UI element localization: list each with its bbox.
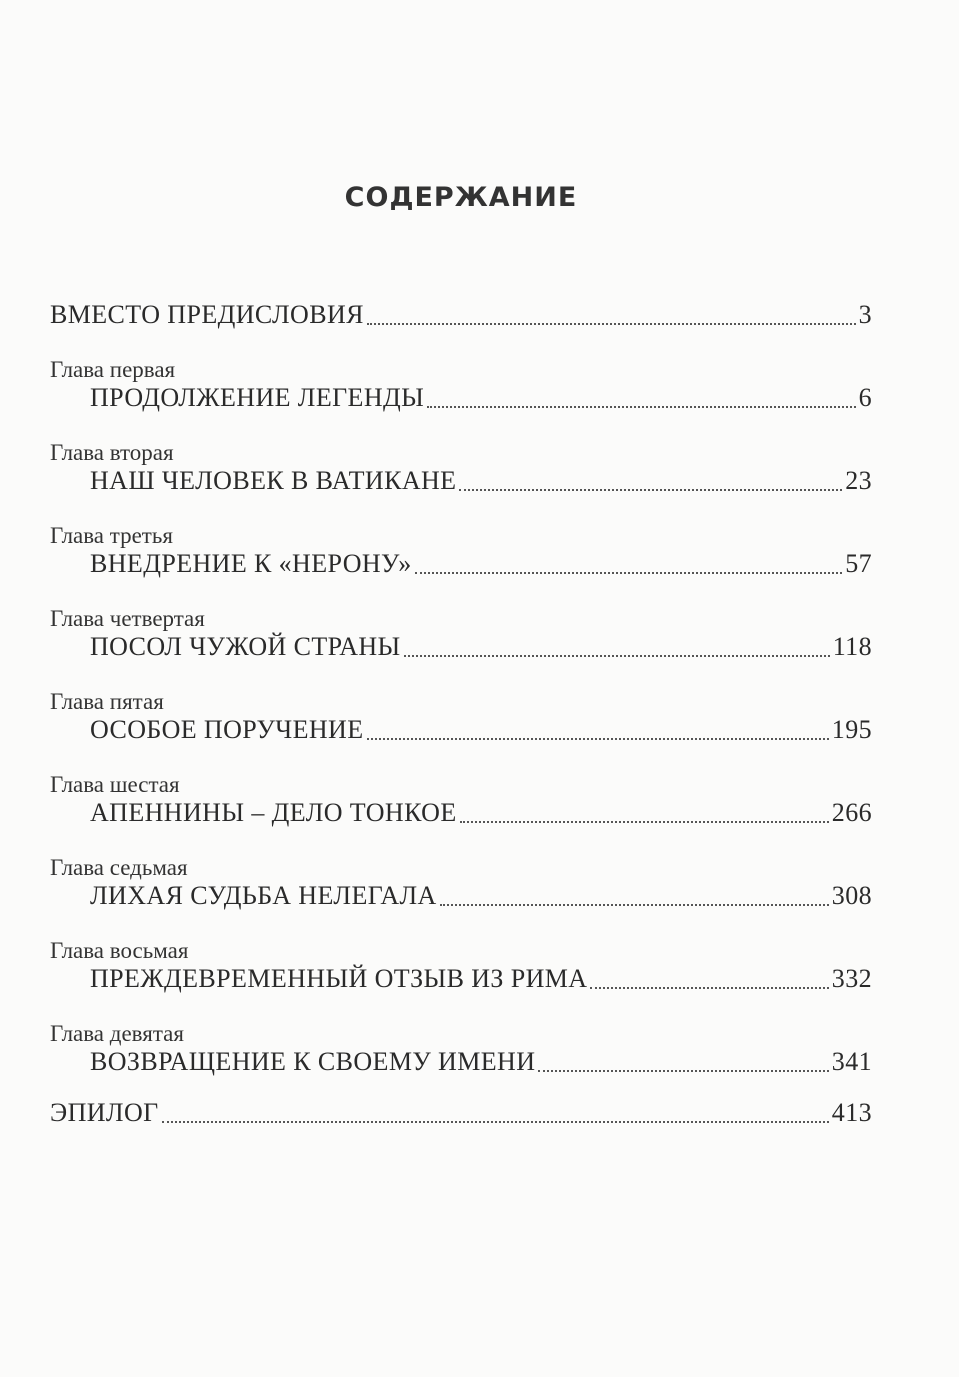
- toc-entry-chapter-2[interactable]: [90, 466, 872, 500]
- toc-entry-foreword[interactable]: [50, 300, 872, 334]
- dot-leader: [440, 904, 829, 906]
- dot-leader: [404, 655, 830, 657]
- dot-leader: [459, 489, 842, 491]
- toc-entry-chapter-4[interactable]: [90, 632, 872, 666]
- dot-leader: [590, 987, 828, 989]
- chapter-label: Глава девятая: [50, 1021, 184, 1046]
- toc-entry-chapter-6[interactable]: [90, 798, 872, 832]
- toc-entry-title: НАШ ЧЕЛОВЕК В ВАТИКАНЕ: [90, 466, 457, 495]
- chapter-label: Глава первая: [50, 357, 176, 382]
- toc-entry-title: ЛИХАЯ СУДЬБА НЕЛЕГАЛА: [90, 881, 437, 910]
- toc-entry-title: ВОЗВРАЩЕНИЕ К СВОЕМУ ИМЕНИ: [90, 1047, 536, 1076]
- toc-entry-page: 413: [831, 1098, 872, 1127]
- dot-leader: [460, 821, 829, 823]
- toc-entry-chapter-3[interactable]: [90, 549, 872, 583]
- chapter-label: Глава четвертая: [50, 606, 205, 631]
- chapter-label: Глава третья: [50, 523, 173, 548]
- toc-entry-page: 23: [845, 466, 872, 495]
- toc-entry-title: ЭПИЛОГ: [50, 1098, 159, 1127]
- page-title: СОДЕРЖАНИЕ: [344, 182, 578, 213]
- chapter-label: Глава восьмая: [50, 938, 189, 963]
- toc-entry-chapter-8[interactable]: [90, 964, 872, 998]
- toc-entry-title: ПРОДОЛЖЕНИЕ ЛЕГЕНДЫ: [90, 383, 425, 412]
- dot-leader: [427, 406, 855, 408]
- toc-entry-title: ОСОБОЕ ПОРУЧЕНИЕ: [90, 715, 364, 744]
- toc-entry-chapter-1[interactable]: [90, 383, 872, 417]
- toc-entry-title: ВМЕСТО ПРЕДИСЛОВИЯ: [50, 300, 364, 329]
- toc-entry-page: 6: [858, 383, 872, 412]
- dot-leader: [415, 572, 843, 574]
- toc-entry-page: 57: [845, 549, 872, 578]
- toc-entry-page: 341: [831, 1047, 872, 1076]
- chapter-label: Глава вторая: [50, 440, 174, 465]
- chapter-label: Глава шестая: [50, 772, 180, 797]
- toc-entry-title: АПЕННИНЫ – ДЕЛО ТОНКОЕ: [90, 798, 457, 827]
- toc-entry-chapter-9[interactable]: [90, 1047, 872, 1081]
- dot-leader: [367, 323, 856, 325]
- toc-entry-page: 332: [831, 964, 872, 993]
- toc-entry-page: 118: [832, 632, 872, 661]
- toc-entry-chapter-7[interactable]: [90, 881, 872, 915]
- toc-entry-page: 308: [831, 881, 872, 910]
- toc-entry-chapter-5[interactable]: [90, 715, 872, 749]
- toc-entry-page: 3: [858, 300, 872, 329]
- dot-leader: [367, 738, 829, 740]
- dot-leader: [162, 1121, 829, 1123]
- toc-entry-page: 266: [831, 798, 872, 827]
- toc-entry-title: ПРЕЖДЕВРЕМЕННЫЙ ОТЗЫВ ИЗ РИМА: [90, 964, 588, 993]
- dot-leader: [538, 1070, 828, 1072]
- toc-entry-title: ПОСОЛ ЧУЖОЙ СТРАНЫ: [90, 632, 401, 661]
- toc-entry-title: ВНЕДРЕНИЕ К «НЕРОНУ»: [90, 549, 412, 578]
- chapter-label: Глава пятая: [50, 689, 164, 714]
- toc-entry-epilogue[interactable]: [50, 1098, 872, 1132]
- chapter-label: Глава седьмая: [50, 855, 188, 880]
- toc-entry-page: 195: [831, 715, 872, 744]
